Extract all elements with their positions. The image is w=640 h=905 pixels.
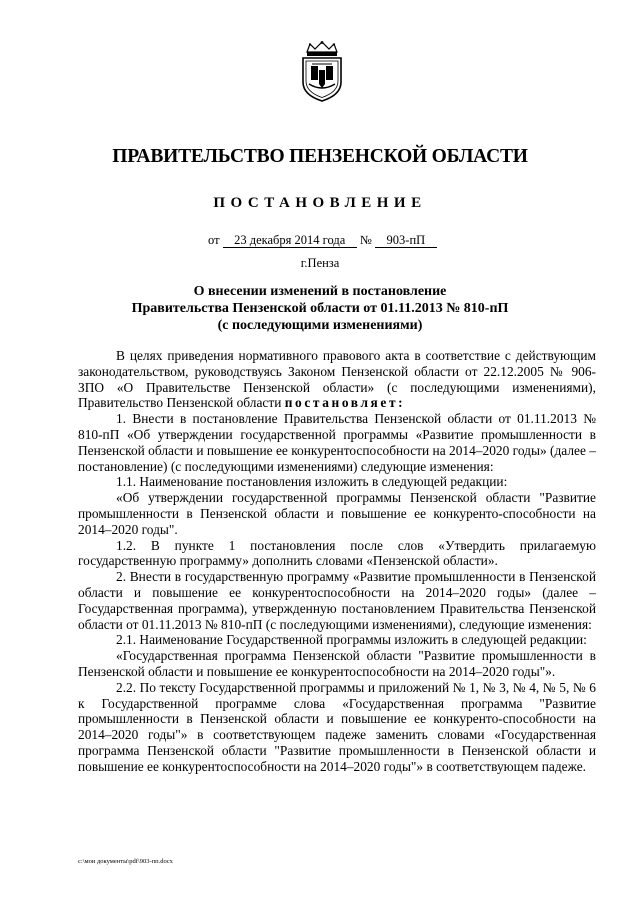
document-subject <box>0 283 640 334</box>
date-number-line <box>208 233 437 248</box>
number-prefix: № <box>359 233 372 247</box>
document-date: 23 декабря 2014 года <box>223 233 357 248</box>
body-paragraph-1: 1. Внести в постановление Правительства Пензенской области от 01.11.2013 № 810-пП «Об утверждении государственной программы «Развитие промышленности в Пензенской области и повышение ее конкурентоспособности на 2014–2020 годы» (далее – постановление) (с последующими изменениями) следующие изменения: <box>78 411 596 474</box>
body-paragraph-1-1-text: «Об утверждении государственной программы Пензенской области "Развитие промышленности в Пензенской области и повышение ее конкуренто-способности на 2014–2020 годы". <box>78 490 596 537</box>
penza-coat-of-arms-icon <box>295 40 349 104</box>
body-paragraph-preamble <box>78 348 596 411</box>
body-paragraph-2: 2. Внести в государственную программу «Развитие промышленности в Пензенской области и повышение ее конкурентоспособности на 2014–2020 годы» (далее – Государственная программа), утвержденную постановлением Правительства Пензенской области от 01.11.2013 № 810-пП (с последующими изменениями), следующие изменения: <box>78 569 596 632</box>
document-type-heading: ПОСТАНОВЛЕНИЕ <box>213 195 427 211</box>
document-number: 903-пП <box>375 233 437 248</box>
document-body <box>78 348 596 775</box>
date-prefix: от <box>208 233 220 247</box>
body-paragraph-2-1-text: «Государственная программа Пензенской области "Развитие промышленности в Пензенской области и повышение ее конкурентоспособности на 2014–2020 годы"». <box>78 648 596 679</box>
subject-line-1: О внесении изменений в постановление <box>193 284 447 299</box>
subject-line-2: Правительства Пензенской области от 01.11.2013 № 810-пП <box>131 301 509 316</box>
body-paragraph-2-2: 2.2. По тексту Государственной программы и приложений № 1, № 3, № 4, № 5, № 6 к Государственной программе слова «Государственная программа "Развитие промышленности в Пензенской области и повышение ее конкуренто-способности на 2014–2020 годы"» в соответствующем падеже заменить словами «Государственная программа Пензенской области "Развитие промышленности в Пензенской области и повышение ее конкурентоспособности на 2014–2020 годы"» в соответствующем падеже. <box>78 679 596 774</box>
resolves-keyword: постановляет: <box>284 395 406 411</box>
authority-title: ПРАВИТЕЛЬСТВО ПЕНЗЕНСКОЙ ОБЛАСТИ <box>112 146 528 167</box>
file-path-footer: c:\мои документы\pdf\903-пп.docx <box>78 858 173 865</box>
preamble-text: В целях приведения нормативного правового акта в соответствие с действующим законодательством, руководствуясь Законом Пензенской области от 22.12.2005 № 906-ЗПО «О Правительстве Пензенской области» (с последующими изменениями), Правительство Пензенской области <box>78 348 596 411</box>
subject-line-3: (с последующими изменениями) <box>217 318 423 333</box>
body-paragraph-1-2: 1.2. В пункте 1 постановления после слов «Утвердить прилагаемую государственную программу» дополнить словами «Пензенской области». <box>78 537 596 569</box>
body-paragraph-2-1: 2.1. Наименование Государственной программы изложить в следующей редакции: <box>116 632 587 648</box>
body-paragraph-1-1: 1.1. Наименование постановления изложить в следующей редакции: <box>116 474 508 490</box>
city-line: г.Пенза <box>300 256 340 270</box>
